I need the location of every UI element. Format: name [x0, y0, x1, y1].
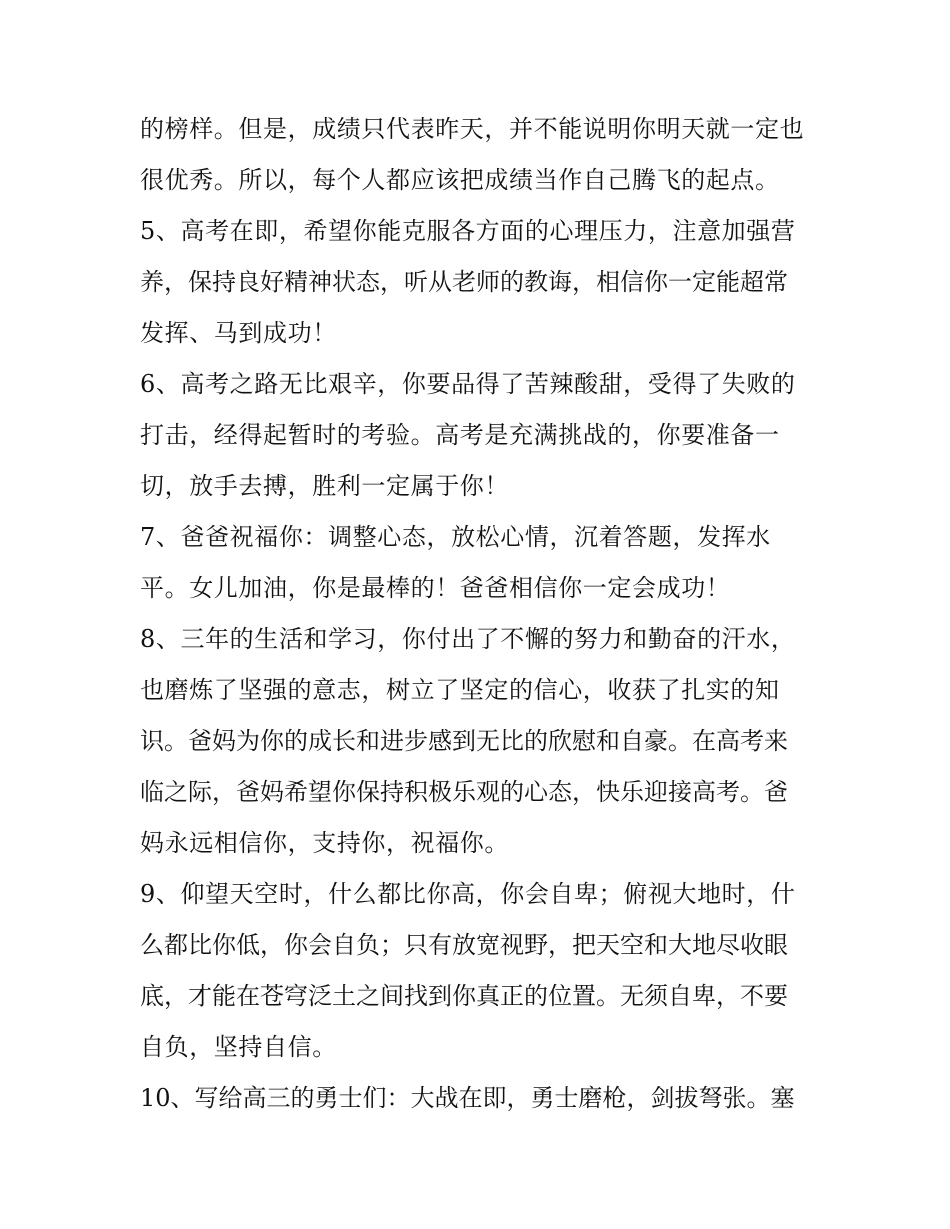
text-line: 平。女儿加油，你是最棒的！爸爸相信你一定会成功！	[140, 574, 731, 602]
text-line: 的榜样。但是，成绩只代表昨天，并不能说明你明天就一定也	[140, 115, 805, 143]
text-line: 打击，经得起暂时的考验。高考是充满挑战的，你要准备一	[140, 421, 780, 449]
text-line: 识。爸妈为你的成长和进步感到无比的欣慰和自豪。在高考来	[140, 727, 788, 755]
text-line: 切，放手去搏，胜利一定属于你！	[140, 472, 509, 500]
text-line: 自负，坚持自信。	[140, 1033, 337, 1061]
body-text	[140, 104, 820, 1124]
text-line: 很优秀。所以，每个人都应该把成绩当作自己腾飞的起点。	[140, 166, 780, 194]
text-line: 妈永远相信你，支持你，祝福你。	[140, 829, 509, 857]
text-line: 么都比你低，你会自负；只有放宽视野，把天空和大地尽收眼	[140, 931, 788, 959]
text-line: 6、高考之路无比艰辛，你要品得了苦辣酸甜，受得了失败的	[140, 370, 796, 398]
text-line: 临之际，爸妈希望你保持积极乐观的心态，快乐迎接高考。爸	[140, 778, 788, 806]
text-line: 也磨炼了坚强的意志，树立了坚定的信心，收获了扎实的知	[140, 676, 780, 704]
text-line: 8、三年的生活和学习，你付出了不懈的努力和勤奋的汗水，	[140, 625, 796, 653]
text-line: 底，才能在苍穹泛土之间找到你真正的位置。无须自卑，不要	[140, 982, 788, 1010]
text-line: 9、仰望天空时，什么都比你高，你会自卑；俯视大地时，什	[140, 880, 796, 908]
text-line: 5、高考在即，希望你能克服各方面的心理压力，注意加强营	[140, 217, 796, 245]
text-line: 7、爸爸祝福你：调整心态，放松心情，沉着答题，发挥水	[140, 523, 771, 551]
text-line: 发挥、马到成功！	[140, 319, 337, 347]
text-line: 养，保持良好精神状态，听从老师的教诲，相信你一定能超常	[140, 268, 788, 296]
text-line: 10、写给高三的勇士们：大战在即，勇士磨枪，剑拔弩张。塞	[140, 1084, 795, 1112]
